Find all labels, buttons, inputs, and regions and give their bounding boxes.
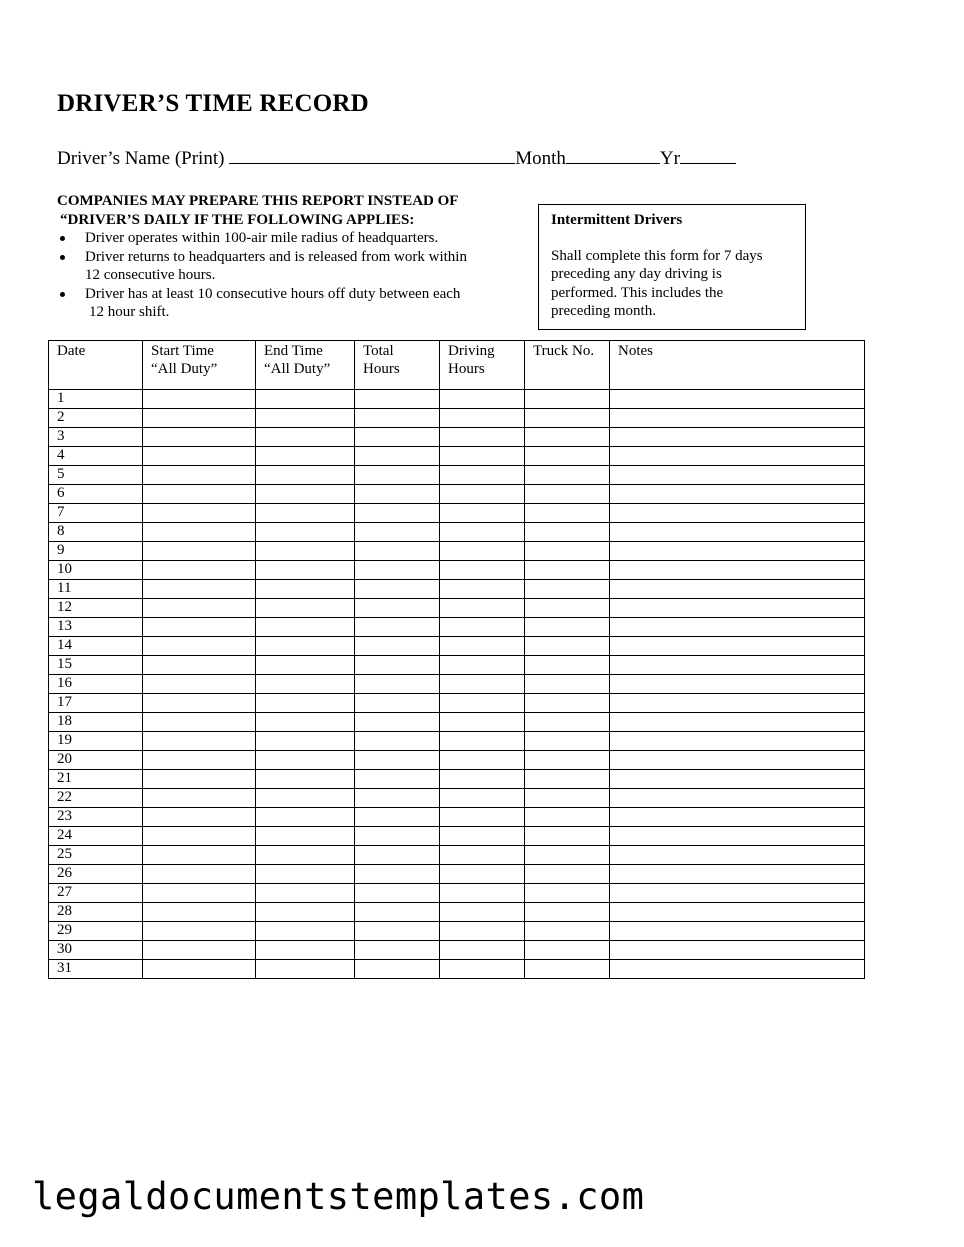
total-hours-cell[interactable] (355, 485, 440, 504)
day-number: 9 (49, 542, 143, 561)
truck-no-cell[interactable] (525, 694, 610, 713)
driver-info-line (57, 147, 736, 170)
table-row (49, 542, 865, 561)
table-row (49, 580, 865, 599)
start-time-cell[interactable] (143, 827, 256, 846)
col-header-total-hours: Total Hours (355, 341, 440, 390)
total-hours-cell[interactable] (355, 713, 440, 732)
driving-hours-cell[interactable] (440, 504, 525, 523)
table-row (49, 466, 865, 485)
driving-hours-cell[interactable] (440, 808, 525, 827)
driver-name-field[interactable] (229, 147, 515, 164)
total-hours-cell[interactable] (355, 599, 440, 618)
notes-cell[interactable] (610, 732, 865, 751)
driving-hours-cell[interactable] (440, 561, 525, 580)
table-row (49, 656, 865, 675)
driving-hours-cell[interactable] (440, 884, 525, 903)
truck-no-cell[interactable] (525, 713, 610, 732)
end-time-cell[interactable] (256, 732, 355, 751)
end-time-cell[interactable] (256, 409, 355, 428)
driving-hours-cell[interactable] (440, 447, 525, 466)
day-number: 17 (49, 694, 143, 713)
col-header-driving-hours: Driving Hours (440, 341, 525, 390)
end-time-cell[interactable] (256, 846, 355, 865)
document-title: DRIVER’S TIME RECORD (57, 90, 369, 117)
end-time-cell[interactable] (256, 884, 355, 903)
condition-item-1-text: Driver operates within 100-air mile radius of headquarters. (85, 230, 439, 246)
total-hours-cell[interactable] (355, 827, 440, 846)
truck-no-cell[interactable] (525, 542, 610, 561)
col-header-date: Date (49, 341, 143, 390)
end-time-cell[interactable] (256, 827, 355, 846)
truck-no-cell[interactable] (525, 732, 610, 751)
day-number: 7 (49, 504, 143, 523)
start-time-cell[interactable] (143, 808, 256, 827)
intermittent-title: Intermittent Drivers (551, 212, 683, 228)
conditions-list (57, 229, 507, 322)
intermittent-line4: preceding month. (551, 303, 656, 319)
day-number: 4 (49, 447, 143, 466)
end-time-cell[interactable] (256, 618, 355, 637)
condition-item (57, 248, 507, 285)
start-time-cell[interactable] (143, 618, 256, 637)
day-number: 15 (49, 656, 143, 675)
end-time-cell[interactable] (256, 903, 355, 922)
start-time-cell[interactable] (143, 466, 256, 485)
notes-cell[interactable] (610, 694, 865, 713)
intermittent-line1: Shall complete this form for 7 days (551, 247, 763, 264)
driving-hours-cell[interactable] (440, 428, 525, 447)
start-time-cell[interactable] (143, 599, 256, 618)
day-number: 12 (49, 599, 143, 618)
table-row (49, 409, 865, 428)
end-time-cell[interactable] (256, 789, 355, 808)
day-number: 14 (49, 637, 143, 656)
total-hours-cell[interactable] (355, 656, 440, 675)
notes-cell[interactable] (610, 542, 865, 561)
end-time-cell[interactable] (256, 580, 355, 599)
table-row (49, 732, 865, 751)
driving-hours-cell[interactable] (440, 599, 525, 618)
condition-item-2-line1: Driver returns to headquarters and is released from work within (85, 248, 467, 265)
table-row (49, 694, 865, 713)
truck-no-cell[interactable] (525, 523, 610, 542)
total-hours-cell[interactable] (355, 732, 440, 751)
end-time-cell[interactable] (256, 960, 355, 979)
start-time-cell[interactable] (143, 884, 256, 903)
truck-no-cell[interactable] (525, 789, 610, 808)
month-label: Month (515, 148, 566, 169)
conditions-block (57, 192, 507, 322)
table-row (49, 618, 865, 637)
intermittent-line2: preceding any day driving is (551, 266, 722, 282)
table-row (49, 713, 865, 732)
driving-hours-cell[interactable] (440, 618, 525, 637)
table-row (49, 827, 865, 846)
end-time-cell[interactable] (256, 675, 355, 694)
day-number: 3 (49, 428, 143, 447)
intermittent-drivers-box (538, 204, 806, 330)
table-row (49, 637, 865, 656)
total-hours-cell[interactable] (355, 542, 440, 561)
table-row (49, 960, 865, 979)
watermark-text: legaldocumentstemplates.com (32, 1175, 645, 1218)
start-time-cell[interactable] (143, 922, 256, 941)
day-number: 13 (49, 618, 143, 637)
start-time-cell[interactable] (143, 409, 256, 428)
end-time-cell[interactable] (256, 713, 355, 732)
start-time-cell[interactable] (143, 542, 256, 561)
day-number: 11 (49, 580, 143, 599)
condition-item-2-line2: 12 consecutive hours. (85, 267, 216, 283)
notes-cell[interactable] (610, 504, 865, 523)
driving-hours-cell[interactable] (440, 466, 525, 485)
year-field[interactable] (680, 147, 736, 164)
table-row (49, 751, 865, 770)
day-number: 27 (49, 884, 143, 903)
truck-no-cell[interactable] (525, 960, 610, 979)
total-hours-cell[interactable] (355, 409, 440, 428)
start-time-cell[interactable] (143, 694, 256, 713)
table-row (49, 808, 865, 827)
table-row (49, 922, 865, 941)
truck-no-cell[interactable] (525, 941, 610, 960)
table-row (49, 770, 865, 789)
total-hours-cell[interactable] (355, 390, 440, 409)
table-row (49, 941, 865, 960)
truck-no-cell[interactable] (525, 808, 610, 827)
truck-no-cell[interactable] (525, 504, 610, 523)
start-time-cell[interactable] (143, 447, 256, 466)
truck-no-cell[interactable] (525, 390, 610, 409)
notes-cell[interactable] (610, 523, 865, 542)
driving-hours-cell[interactable] (440, 694, 525, 713)
day-number: 5 (49, 466, 143, 485)
driving-hours-cell[interactable] (440, 789, 525, 808)
start-time-cell[interactable] (143, 637, 256, 656)
start-time-cell[interactable] (143, 789, 256, 808)
table-row (49, 846, 865, 865)
day-number: 23 (49, 808, 143, 827)
notes-cell[interactable] (610, 960, 865, 979)
truck-no-cell[interactable] (525, 466, 610, 485)
table-row (49, 675, 865, 694)
notes-cell[interactable] (610, 770, 865, 789)
conditions-heading-line1: COMPANIES MAY PREPARE THIS REPORT INSTEAD OF (57, 193, 459, 209)
end-time-cell[interactable] (256, 428, 355, 447)
end-time-cell[interactable] (256, 808, 355, 827)
day-number: 22 (49, 789, 143, 808)
end-time-cell[interactable] (256, 447, 355, 466)
day-number: 2 (49, 409, 143, 428)
condition-item (57, 229, 507, 248)
truck-no-cell[interactable] (525, 751, 610, 770)
day-number: 21 (49, 770, 143, 789)
end-time-cell[interactable] (256, 542, 355, 561)
day-number: 28 (49, 903, 143, 922)
start-time-cell[interactable] (143, 713, 256, 732)
truck-no-cell[interactable] (525, 770, 610, 789)
table-row (49, 884, 865, 903)
table-row (49, 504, 865, 523)
notes-cell[interactable] (610, 428, 865, 447)
notes-cell[interactable] (610, 922, 865, 941)
notes-cell[interactable] (610, 390, 865, 409)
start-time-cell[interactable] (143, 504, 256, 523)
driving-hours-cell[interactable] (440, 390, 525, 409)
truck-no-cell[interactable] (525, 827, 610, 846)
driving-hours-cell[interactable] (440, 941, 525, 960)
table-body (49, 390, 865, 979)
notes-cell[interactable] (610, 656, 865, 675)
start-time-cell[interactable] (143, 485, 256, 504)
end-time-cell[interactable] (256, 466, 355, 485)
col-header-truck-no: Truck No. (525, 341, 610, 390)
notes-cell[interactable] (610, 808, 865, 827)
start-time-cell[interactable] (143, 428, 256, 447)
truck-no-cell[interactable] (525, 865, 610, 884)
total-hours-cell[interactable] (355, 637, 440, 656)
notes-cell[interactable] (610, 485, 865, 504)
total-hours-cell[interactable] (355, 884, 440, 903)
day-number: 25 (49, 846, 143, 865)
end-time-cell[interactable] (256, 390, 355, 409)
end-time-cell[interactable] (256, 504, 355, 523)
driving-hours-cell[interactable] (440, 960, 525, 979)
end-time-cell[interactable] (256, 922, 355, 941)
truck-no-cell[interactable] (525, 409, 610, 428)
notes-cell[interactable] (610, 637, 865, 656)
table-row (49, 561, 865, 580)
truck-no-cell[interactable] (525, 846, 610, 865)
driving-hours-cell[interactable] (440, 485, 525, 504)
driving-hours-cell[interactable] (440, 713, 525, 732)
total-hours-cell[interactable] (355, 447, 440, 466)
table-row (49, 523, 865, 542)
total-hours-cell[interactable] (355, 523, 440, 542)
day-number: 24 (49, 827, 143, 846)
start-time-cell[interactable] (143, 390, 256, 409)
total-hours-cell[interactable] (355, 865, 440, 884)
driving-hours-cell[interactable] (440, 732, 525, 751)
truck-no-cell[interactable] (525, 675, 610, 694)
end-time-cell[interactable] (256, 770, 355, 789)
notes-cell[interactable] (610, 675, 865, 694)
intermittent-line3: performed. This includes the (551, 284, 724, 301)
end-time-cell[interactable] (256, 523, 355, 542)
start-time-cell[interactable] (143, 751, 256, 770)
driving-hours-cell[interactable] (440, 580, 525, 599)
table-row (49, 903, 865, 922)
end-time-cell[interactable] (256, 694, 355, 713)
total-hours-cell[interactable] (355, 960, 440, 979)
year-label: Yr (659, 148, 680, 169)
total-hours-cell[interactable] (355, 808, 440, 827)
end-time-cell[interactable] (256, 865, 355, 884)
col-header-end-time: End Time “All Duty” (256, 341, 355, 390)
end-time-cell[interactable] (256, 561, 355, 580)
time-record-table (48, 340, 865, 979)
notes-cell[interactable] (610, 865, 865, 884)
notes-cell[interactable] (610, 751, 865, 770)
day-number: 8 (49, 523, 143, 542)
table-row (49, 599, 865, 618)
month-field[interactable] (566, 147, 660, 164)
driving-hours-cell[interactable] (440, 675, 525, 694)
driving-hours-cell[interactable] (440, 409, 525, 428)
start-time-cell[interactable] (143, 732, 256, 751)
condition-item-3-line2: 12 hour shift. (89, 304, 170, 320)
driving-hours-cell[interactable] (440, 751, 525, 770)
total-hours-cell[interactable] (355, 846, 440, 865)
total-hours-cell[interactable] (355, 618, 440, 637)
table-row (49, 428, 865, 447)
truck-no-cell[interactable] (525, 618, 610, 637)
start-time-cell[interactable] (143, 523, 256, 542)
driver-name-label: Driver’s Name (Print) (57, 148, 225, 169)
notes-cell[interactable] (610, 884, 865, 903)
day-number: 19 (49, 732, 143, 751)
notes-cell[interactable] (610, 580, 865, 599)
driving-hours-cell[interactable] (440, 827, 525, 846)
driving-hours-cell[interactable] (440, 922, 525, 941)
day-number: 20 (49, 751, 143, 770)
driving-hours-cell[interactable] (440, 656, 525, 675)
day-number: 16 (49, 675, 143, 694)
total-hours-cell[interactable] (355, 922, 440, 941)
start-time-cell[interactable] (143, 580, 256, 599)
truck-no-cell[interactable] (525, 656, 610, 675)
truck-no-cell[interactable] (525, 428, 610, 447)
total-hours-cell[interactable] (355, 903, 440, 922)
end-time-cell[interactable] (256, 637, 355, 656)
truck-no-cell[interactable] (525, 599, 610, 618)
end-time-cell[interactable] (256, 751, 355, 770)
truck-no-cell[interactable] (525, 447, 610, 466)
start-time-cell[interactable] (143, 960, 256, 979)
table-row (49, 485, 865, 504)
start-time-cell[interactable] (143, 675, 256, 694)
truck-no-cell[interactable] (525, 922, 610, 941)
driving-hours-cell[interactable] (440, 523, 525, 542)
total-hours-cell[interactable] (355, 580, 440, 599)
driving-hours-cell[interactable] (440, 542, 525, 561)
truck-no-cell[interactable] (525, 637, 610, 656)
notes-cell[interactable] (610, 447, 865, 466)
col-header-notes: Notes (610, 341, 865, 390)
truck-no-cell[interactable] (525, 903, 610, 922)
end-time-cell[interactable] (256, 941, 355, 960)
table-row (49, 789, 865, 808)
driving-hours-cell[interactable] (440, 637, 525, 656)
table-row (49, 865, 865, 884)
day-number: 10 (49, 561, 143, 580)
end-time-cell[interactable] (256, 599, 355, 618)
notes-cell[interactable] (610, 941, 865, 960)
start-time-cell[interactable] (143, 561, 256, 580)
total-hours-cell[interactable] (355, 941, 440, 960)
notes-cell[interactable] (610, 846, 865, 865)
condition-item (57, 285, 507, 322)
table-row (49, 390, 865, 409)
truck-no-cell[interactable] (525, 580, 610, 599)
total-hours-cell[interactable] (355, 561, 440, 580)
day-number: 6 (49, 485, 143, 504)
total-hours-cell[interactable] (355, 789, 440, 808)
start-time-cell[interactable] (143, 770, 256, 789)
start-time-cell[interactable] (143, 865, 256, 884)
start-time-cell[interactable] (143, 903, 256, 922)
day-number: 18 (49, 713, 143, 732)
notes-cell[interactable] (610, 713, 865, 732)
total-hours-cell[interactable] (355, 751, 440, 770)
day-number: 1 (49, 390, 143, 409)
day-number: 31 (49, 960, 143, 979)
day-number: 30 (49, 941, 143, 960)
day-number: 26 (49, 865, 143, 884)
truck-no-cell[interactable] (525, 561, 610, 580)
driving-hours-cell[interactable] (440, 770, 525, 789)
total-hours-cell[interactable] (355, 504, 440, 523)
driving-hours-cell[interactable] (440, 903, 525, 922)
start-time-cell[interactable] (143, 846, 256, 865)
start-time-cell[interactable] (143, 941, 256, 960)
table-header-row (49, 341, 865, 390)
notes-cell[interactable] (610, 561, 865, 580)
total-hours-cell[interactable] (355, 770, 440, 789)
truck-no-cell[interactable] (525, 485, 610, 504)
table-row (49, 447, 865, 466)
notes-cell[interactable] (610, 409, 865, 428)
total-hours-cell[interactable] (355, 428, 440, 447)
notes-cell[interactable] (610, 903, 865, 922)
start-time-cell[interactable] (143, 656, 256, 675)
total-hours-cell[interactable] (355, 675, 440, 694)
notes-cell[interactable] (610, 618, 865, 637)
day-number: 29 (49, 922, 143, 941)
end-time-cell[interactable] (256, 485, 355, 504)
total-hours-cell[interactable] (355, 694, 440, 713)
driving-hours-cell[interactable] (440, 846, 525, 865)
truck-no-cell[interactable] (525, 884, 610, 903)
notes-cell[interactable] (610, 789, 865, 808)
condition-item-3-line1: Driver has at least 10 consecutive hours off duty between each (85, 285, 461, 302)
total-hours-cell[interactable] (355, 466, 440, 485)
end-time-cell[interactable] (256, 656, 355, 675)
conditions-heading-line2: “DRIVER’S DAILY IF THE FOLLOWING APPLIES: (60, 211, 415, 228)
notes-cell[interactable] (610, 599, 865, 618)
notes-cell[interactable] (610, 827, 865, 846)
col-header-start-time: Start Time “All Duty” (143, 341, 256, 390)
driving-hours-cell[interactable] (440, 865, 525, 884)
notes-cell[interactable] (610, 466, 865, 485)
